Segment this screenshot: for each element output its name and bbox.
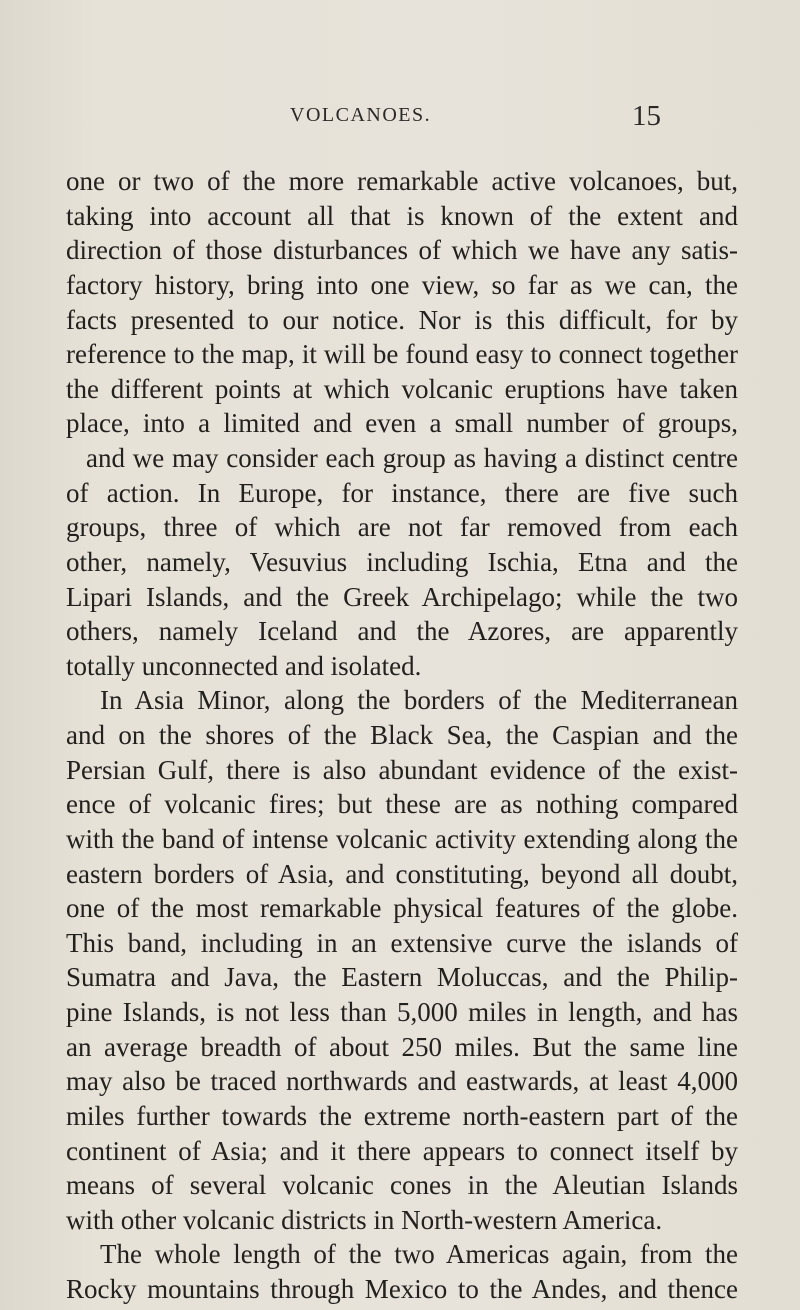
text-line: Persian Gulf, there is also abundant evidence of the exist- [66,754,738,785]
text-line: Lipari Islands, and the Greek Archipelago; while the two [66,581,738,612]
text-line: groups, three of which are not far removed from each [66,512,739,543]
text-line: factory history, bring into one view, so far as we can, the [66,269,739,300]
text-line: continent of Asia; and it there appears to connect itself by [66,1135,739,1166]
text-line: facts presented to our notice. Nor is this difficult, for by [66,304,738,335]
text-line: pine Islands, is not less than 5,000 miles in length, and has [66,997,738,1027]
text-line: Sumatra and Java, the Eastern Moluccas, and the Philip- [66,962,738,993]
text-line: In Asia Minor, along the borders of the Mediterranean [100,685,739,716]
text-line: eastern borders of Asia, and constituting, beyond all doubt, [66,858,738,889]
text-line: and on the shores of the Black Sea, the Caspian and the [66,720,739,750]
text-line: means of several volcanic cones in the Aleutian Islands [66,1170,739,1201]
text-line: ence of volcanic fires; but these are as nothing compared [66,789,738,820]
text-line: reference to the map, it will be found easy to connect together [66,339,739,370]
text-line: The whole length of the two Americas again, from the [100,1239,739,1270]
text-line: and we may consider each group as having a distinct centre [86,443,738,473]
text-line: one of the most remarkable physical features of the globe. [66,893,738,924]
text-line: direction of those disturbances of which we have any satis- [66,235,738,266]
text-line: an average breadth of about 250 miles. But the same line [66,1031,738,1062]
text-line: This band, including in an extensive curve the islands of [66,927,739,958]
running-head [0,100,800,140]
text-line: may also be traced northwards and eastwards, at least 4,000 [66,1066,738,1097]
text-line: one or two of the more remarkable active volcanoes, but, [66,166,739,196]
text-line: taking into account all that is known of the extent and [66,200,738,231]
text-line: of action. In Europe, for instance, there are five such [66,477,739,508]
text-line: with other volcanic districts in North-western America. [66,1204,663,1235]
text-line: with the band of intense volcanic activity extending along the [66,823,738,854]
text-line: place, into a limited and even a small number of groups, [66,408,739,439]
text-line: others, namely Iceland and the Azores, are apparently [66,616,738,647]
text-line: totally unconnected and isolated. [66,650,422,681]
running-title: VOLCANOES. [290,104,432,126]
text-line: other, namely, Vesuvius including Ischia, Etna and the [66,546,738,577]
text-line: Rocky mountains through Mexico to the Andes, and thence [66,1274,739,1304]
page-number: 15 [632,100,661,132]
text-line: the different points at which volcanic eruptions have taken [66,373,738,404]
text-line: miles further towards the extreme north-eastern part of the [66,1100,738,1131]
